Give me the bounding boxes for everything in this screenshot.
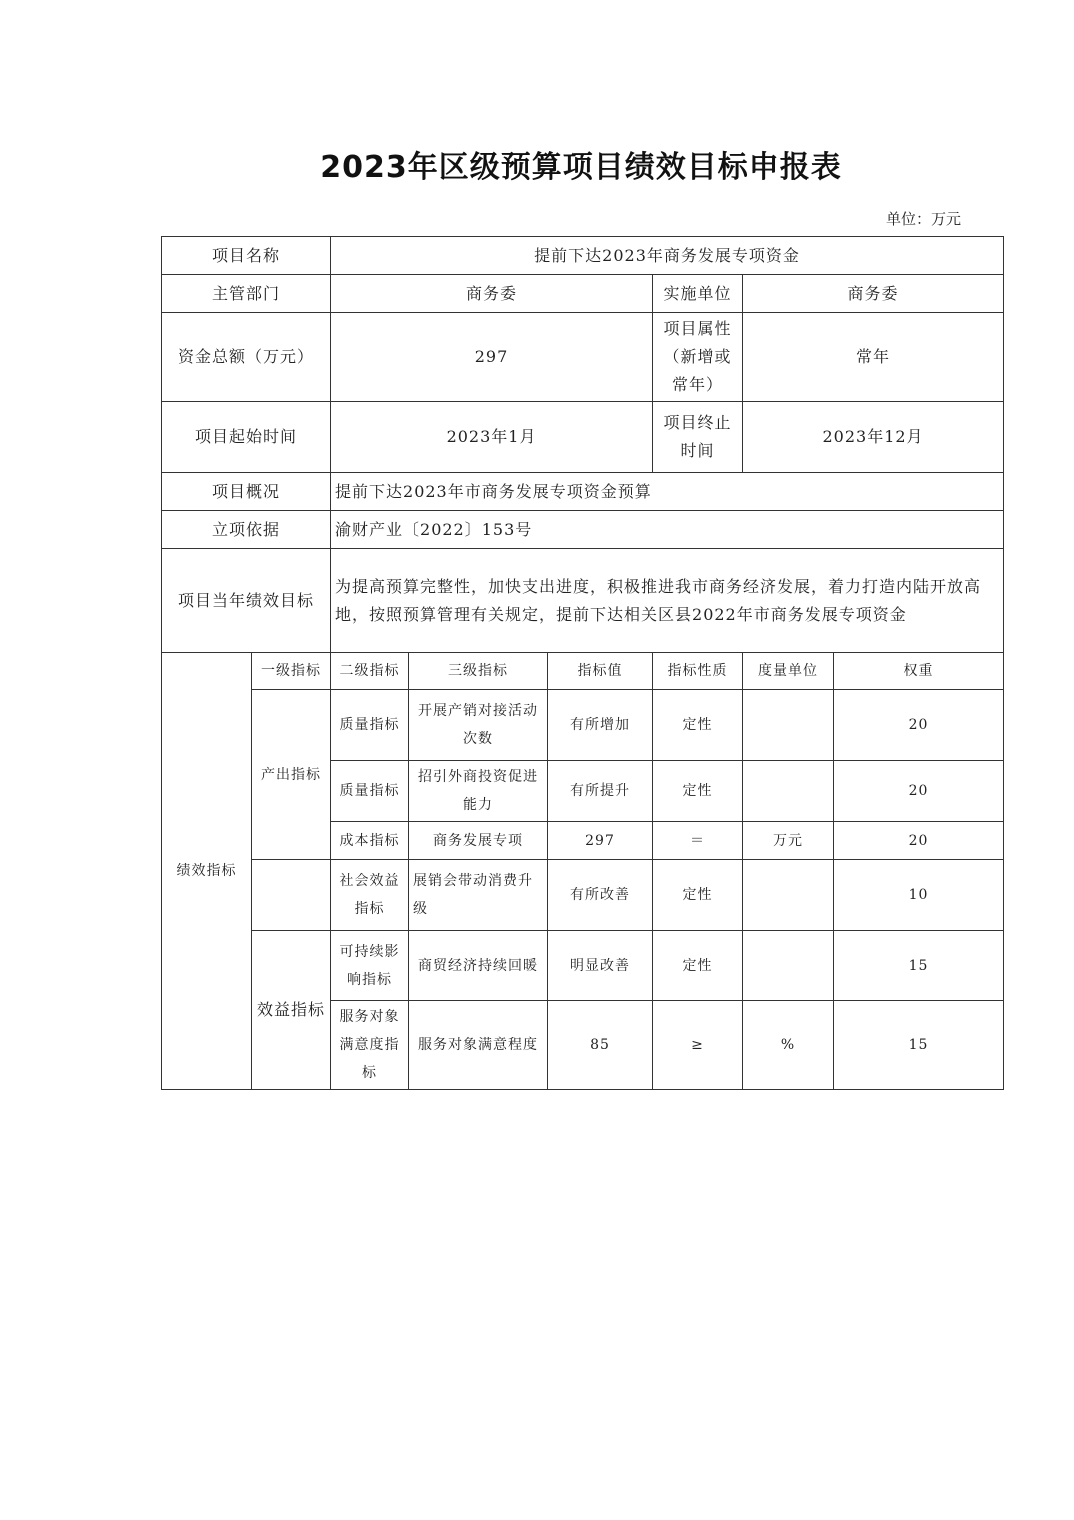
row-level3: 商贸经济持续回暖 [409, 931, 548, 1001]
row-weight: 20 [834, 761, 1004, 822]
row-level3: 招引外商投资促进能力 [409, 761, 548, 822]
header-level2: 二级指标 [331, 653, 409, 690]
dept-value: 商务委 [331, 275, 653, 313]
row-level2: 服务对象满意度指标 [331, 1001, 409, 1090]
header-level1: 一级指标 [252, 653, 331, 690]
row-level3: 开展产销对接活动次数 [409, 690, 548, 761]
header-value: 指标值 [548, 653, 653, 690]
row-nature: 定性 [653, 931, 743, 1001]
start-label: 项目起始时间 [162, 402, 331, 473]
empty-level1-cell [252, 860, 331, 931]
row-level2: 成本指标 [331, 822, 409, 860]
row-weight: 20 [834, 822, 1004, 860]
row-level2: 质量指标 [331, 761, 409, 822]
row-unit [743, 690, 834, 761]
row-nature: 定性 [653, 690, 743, 761]
row-nature: 定性 [653, 761, 743, 822]
project-name-value: 提前下达2023年商务发展专项资金 [331, 237, 1004, 275]
end-value: 2023年12月 [743, 402, 1004, 473]
row-goal [162, 549, 1004, 653]
row-department [162, 275, 1004, 313]
project-name-label: 项目名称 [162, 237, 331, 275]
row-value: 有所增加 [548, 690, 653, 761]
row-value: 有所改善 [548, 860, 653, 931]
section-label: 绩效指标 [162, 653, 252, 1090]
row-project-name [162, 237, 1004, 275]
indicator-header-row [162, 653, 1004, 690]
row-nature: ≥ [653, 1001, 743, 1090]
fund-value: 297 [331, 313, 653, 402]
dept-label: 主管部门 [162, 275, 331, 313]
row-weight: 20 [834, 690, 1004, 761]
row-level2: 质量指标 [331, 690, 409, 761]
row-level2: 社会效益指标 [331, 860, 409, 931]
header-weight: 权重 [834, 653, 1004, 690]
row-overview [162, 473, 1004, 511]
basis-value: 渝财产业〔2022〕153号 [331, 511, 1004, 549]
table-row [162, 690, 1004, 761]
row-unit [743, 860, 834, 931]
fund-label: 资金总额（万元） [162, 313, 331, 402]
table-row [162, 931, 1004, 1001]
row-value: 有所提升 [548, 761, 653, 822]
row-weight: 15 [834, 931, 1004, 1001]
impl-label: 实施单位 [653, 275, 743, 313]
overview-label: 项目概况 [162, 473, 331, 511]
row-basis [162, 511, 1004, 549]
performance-table [161, 236, 1004, 1090]
page-title: 2023年区级预算项目绩效目标申报表 [320, 150, 842, 185]
attr-label: 项目属性（新增或常年） [653, 313, 743, 402]
row-value: 明显改善 [548, 931, 653, 1001]
row-level3: 展销会带动消费升级 [409, 860, 548, 931]
start-value: 2023年1月 [331, 402, 653, 473]
unit-label: 单位：万元 [886, 210, 962, 228]
row-unit [743, 931, 834, 1001]
row-level3: 商务发展专项 [409, 822, 548, 860]
goal-label: 项目当年绩效目标 [162, 549, 331, 653]
header-nature: 指标性质 [653, 653, 743, 690]
row-weight: 10 [834, 860, 1004, 931]
overview-value: 提前下达2023年市商务发展专项资金预算 [331, 473, 1004, 511]
impl-value: 商务委 [743, 275, 1004, 313]
header-level3: 三级指标 [409, 653, 548, 690]
goal-value: 为提高预算完整性，加快支出进度，积极推进我市商务经济发展，着力打造内陆开放高地，按照预算管理有关规定，提前下达相关区县2022年市商务发展专项资金 [331, 549, 1004, 653]
row-nature: 定性 [653, 860, 743, 931]
basis-label: 立项依据 [162, 511, 331, 549]
row-level3: 服务对象满意程度 [409, 1001, 548, 1090]
row-unit [743, 761, 834, 822]
row-level2: 可持续影响指标 [331, 931, 409, 1001]
row-nature: ＝ [653, 822, 743, 860]
end-label: 项目终止时间 [653, 402, 743, 473]
output-indicator-label: 产出指标 [252, 690, 331, 860]
benefit-indicator-label: 效益指标 [252, 931, 331, 1090]
row-unit: % [743, 1001, 834, 1090]
header-unit: 度量单位 [743, 653, 834, 690]
row-value: 297 [548, 822, 653, 860]
row-weight: 15 [834, 1001, 1004, 1090]
row-time [162, 402, 1004, 473]
row-value: 85 [548, 1001, 653, 1090]
row-fund [162, 313, 1004, 402]
table-row [162, 860, 1004, 931]
row-unit: 万元 [743, 822, 834, 860]
attr-value: 常年 [743, 313, 1004, 402]
